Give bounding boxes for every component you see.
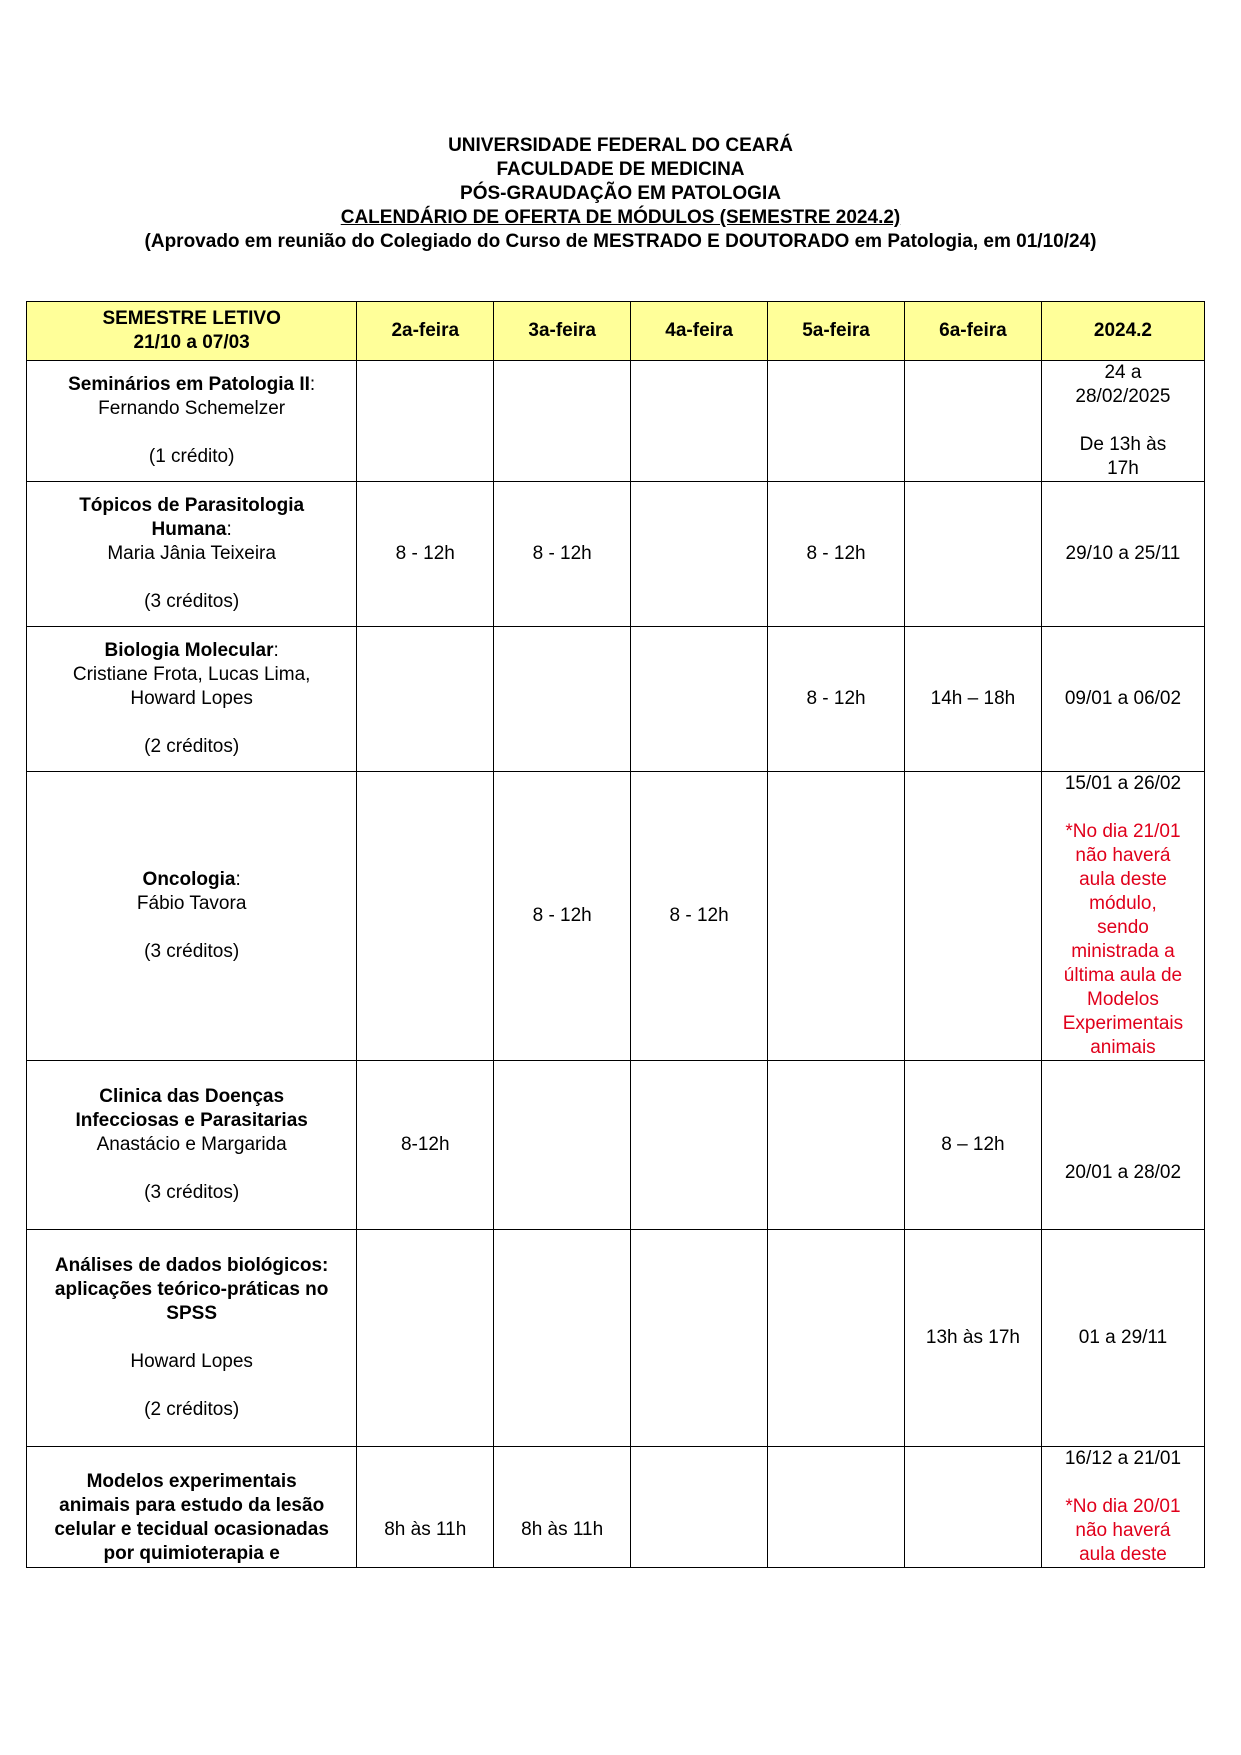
tuesday-cell: 8 - 12h xyxy=(494,772,631,1061)
tuesday-cell xyxy=(494,627,631,772)
wednesday-cell xyxy=(631,1061,768,1230)
period-cell: 16/12 a 21/01 *No dia 20/01 não haverá aula deste xyxy=(1041,1447,1204,1568)
module-credits: (3 créditos) xyxy=(144,591,240,612)
table-row xyxy=(27,1230,1205,1447)
thursday-cell xyxy=(768,772,905,1061)
document-title: CALENDÁRIO DE OFERTA DE MÓDULOS (SEMESTRE 2024.2) xyxy=(340,207,901,228)
wednesday-cell xyxy=(631,361,768,482)
table-row xyxy=(27,482,1205,627)
col-header-friday: 6a-feira xyxy=(904,302,1041,361)
period-cell: 09/01 a 06/02 xyxy=(1041,627,1204,772)
period-cell: 20/01 a 28/02 xyxy=(1041,1061,1204,1230)
module-cell: Clinica das Doenças Infecciosas e Parasitarias Anastácio e Margarida (3 créditos) xyxy=(27,1061,357,1230)
tuesday-cell xyxy=(494,361,631,482)
module-teacher: Anastácio e Margarida xyxy=(96,1134,287,1155)
friday-cell: 14h – 18h xyxy=(904,627,1041,772)
wednesday-cell xyxy=(631,1230,768,1447)
module-credits: (2 créditos) xyxy=(144,1399,240,1420)
period-cell: 24 a 28/02/2025 De 13h às 17h xyxy=(1041,361,1204,482)
thursday-cell xyxy=(768,1230,905,1447)
wednesday-cell xyxy=(631,627,768,772)
module-title: Biologia Molecular xyxy=(104,640,274,661)
module-teacher: Maria Jânia Teixeira xyxy=(107,543,276,564)
friday-cell xyxy=(904,361,1041,482)
thursday-cell: 8 - 12h xyxy=(768,482,905,627)
tuesday-cell xyxy=(494,1061,631,1230)
module-teacher: Howard Lopes xyxy=(130,1351,253,1372)
monday-cell xyxy=(357,627,494,772)
table-row xyxy=(27,361,1205,482)
module-cell: Oncologia: Fábio Tavora (3 créditos) xyxy=(27,772,357,1061)
period-cell: 01 a 29/11 xyxy=(1041,1230,1204,1447)
module-title: Análises de dados biológicos: xyxy=(54,1255,329,1276)
schedule-table xyxy=(26,301,1205,1568)
col-header-thursday: 5a-feira xyxy=(768,302,905,361)
module-cell: Tópicos de Parasitologia Humana: Maria Jânia Teixeira (3 créditos) xyxy=(27,482,357,627)
thursday-cell: 8 - 12h xyxy=(768,627,905,772)
monday-cell: 8 - 12h xyxy=(357,482,494,627)
module-title: Modelos experimentais xyxy=(86,1471,297,1492)
period-note: *No dia 20/01 não haverá aula deste xyxy=(1065,1496,1181,1565)
module-cell: Biologia Molecular: Cristiane Frota, Lucas Lima, Howard Lopes (2 créditos) xyxy=(27,627,357,772)
friday-cell: 8 – 12h xyxy=(904,1061,1041,1230)
wednesday-cell xyxy=(631,482,768,627)
monday-cell xyxy=(357,361,494,482)
faculty-name: FACULDADE DE MEDICINA xyxy=(496,159,745,180)
thursday-cell xyxy=(768,361,905,482)
period-cell: 29/10 a 25/11 xyxy=(1041,482,1204,627)
module-title: Oncologia xyxy=(142,869,236,890)
monday-cell: 8-12h xyxy=(357,1061,494,1230)
col-header-period: 2024.2 xyxy=(1041,302,1204,361)
wednesday-cell xyxy=(631,1447,768,1568)
period-cell: 15/01 a 26/02 *No dia 21/01 não haverá aula deste módulo, sendo ministrada a última aula de Modelos Experimentais animais xyxy=(1041,772,1204,1061)
monday-cell xyxy=(357,1230,494,1447)
tuesday-cell: 8 - 12h xyxy=(494,482,631,627)
program-name: PÓS-GRAUDAÇÃO EM PATOLOGIA xyxy=(460,183,781,204)
tuesday-cell xyxy=(494,1230,631,1447)
wednesday-cell: 8 - 12h xyxy=(631,772,768,1061)
module-title: Clinica das Doenças xyxy=(99,1086,285,1107)
col-header-tuesday: 3a-feira xyxy=(494,302,631,361)
table-row xyxy=(27,1447,1205,1568)
module-credits: (2 créditos) xyxy=(144,736,240,757)
table-row xyxy=(27,1061,1205,1230)
module-cell: Análises de dados biológicos: aplicações teórico-práticas no SPSS Howard Lopes (2 créditos) xyxy=(27,1230,357,1447)
table-row xyxy=(27,627,1205,772)
monday-cell xyxy=(357,772,494,1061)
module-title: Tópicos de Parasitologia xyxy=(79,495,305,516)
friday-cell: 13h às 17h xyxy=(904,1230,1041,1447)
approval-note: (Aprovado em reunião do Colegiado do Curso de MESTRADO E DOUTORADO em Patologia, em 01/10/24) xyxy=(144,231,1097,252)
table-header-row xyxy=(27,302,1205,361)
table-row xyxy=(27,772,1205,1061)
module-teacher: Cristiane Frota, Lucas Lima, xyxy=(72,664,311,685)
thursday-cell xyxy=(768,1447,905,1568)
module-title: Seminários em Patologia II xyxy=(68,374,310,395)
col-header-wednesday: 4a-feira xyxy=(631,302,768,361)
thursday-cell xyxy=(768,1061,905,1230)
module-credits: (3 créditos) xyxy=(144,941,240,962)
module-teacher: Fábio Tavora xyxy=(136,893,247,914)
friday-cell xyxy=(904,482,1041,627)
col-header-monday: 2a-feira xyxy=(357,302,494,361)
friday-cell xyxy=(904,772,1041,1061)
module-teacher: Fernando Schemelzer xyxy=(98,398,286,419)
monday-cell: 8h às 11h xyxy=(357,1447,494,1568)
module-cell: Seminários em Patologia II: Fernando Schemelzer (1 crédito) xyxy=(27,361,357,482)
document-header xyxy=(0,134,1241,254)
semester-header: SEMESTRE LETIVO 21/10 a 07/03 xyxy=(27,302,357,361)
module-cell: Modelos experimentais animais para estudo da lesão celular e tecidual ocasionadas por quimioterapia e xyxy=(27,1447,357,1568)
module-credits: (3 créditos) xyxy=(144,1182,240,1203)
module-credits: (1 crédito) xyxy=(148,446,235,467)
period-note: *No dia 21/01 não haverá aula deste módulo, sendo ministrada a última aula de Modelos Experimentais animais xyxy=(1062,821,1184,1058)
tuesday-cell: 8h às 11h xyxy=(494,1447,631,1568)
friday-cell xyxy=(904,1447,1041,1568)
university-name: UNIVERSIDADE FEDERAL DO CEARÁ xyxy=(448,135,793,156)
